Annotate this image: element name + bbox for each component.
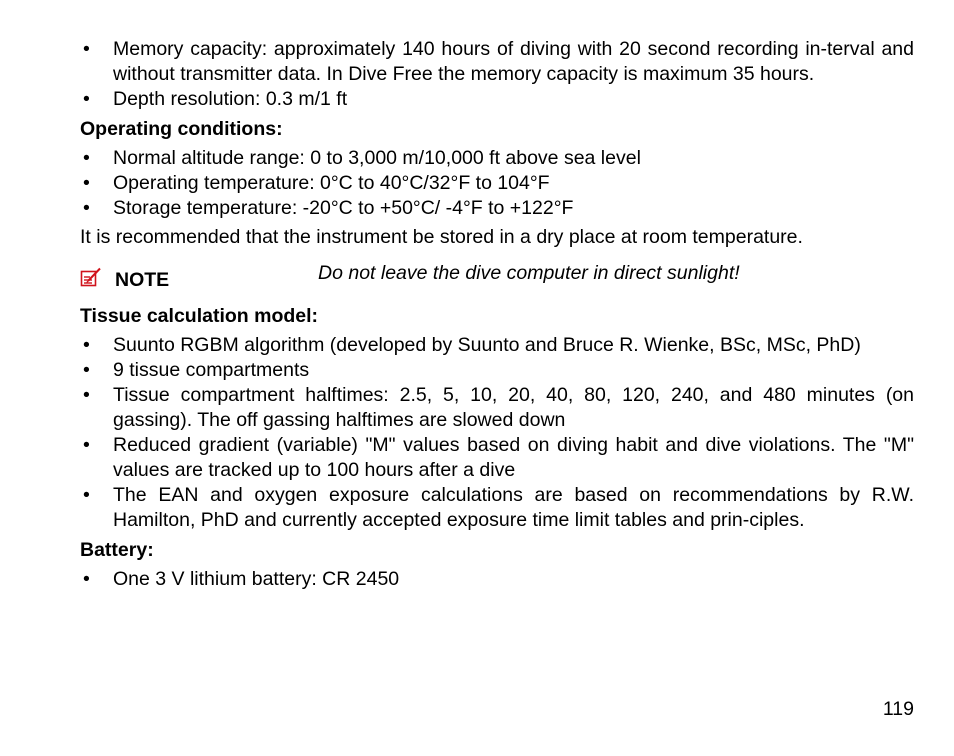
page-number: 119 — [882, 698, 914, 720]
tissue-model-list — [80, 333, 914, 533]
list-item: • Storage temperature: -20°C to +50°C/ -4°F to +122°F — [80, 196, 914, 221]
operating-conditions-list — [80, 146, 914, 221]
list-item: • Normal altitude range: 0 to 3,000 m/10,000 ft above sea level — [80, 146, 914, 171]
list-item: • Tissue compartment halftimes: 2.5, 5, 10, 20, 40, 80, 120, 240, and 480 minutes (on gassing). The off gassing halftimes are slowed down — [80, 383, 914, 433]
note-text: Do not leave the dive computer in direct sunlight! — [318, 262, 740, 284]
specs-list — [80, 37, 914, 112]
storage-recommendation: It is recommended that the instrument be stored in a dry place at room temperature. — [80, 226, 803, 248]
battery-list — [80, 567, 914, 592]
note-label: NOTE — [115, 269, 170, 291]
list-item: • Suunto RGBM algorithm (developed by Suunto and Bruce R. Wienke, BSc, MSc, PhD) — [80, 333, 914, 358]
tissue-model-heading: Tissue calculation model: — [80, 305, 319, 327]
note-pencil-icon — [80, 267, 102, 287]
note-box — [80, 258, 914, 296]
operating-conditions-heading: Operating conditions: — [80, 118, 283, 140]
document-page — [80, 37, 914, 592]
battery-heading: Battery: — [80, 539, 154, 561]
list-item: • The EAN and oxygen exposure calculations are based on recommendations by R.W. Hamilton, PhD and currently accepted exposure time limit tables and prin-ciples. — [80, 483, 914, 533]
list-item: • 9 tissue compartments — [80, 358, 914, 383]
list-item: • Reduced gradient (variable) "M" values based on diving habit and dive violations. The "M" values are tracked up to 100 hours after a dive — [80, 433, 914, 483]
list-item: • Memory capacity: approximately 140 hours of diving with 20 second recording in-terval and without transmitter data. In Dive Free the memory capacity is maximum 35 hours. — [80, 37, 914, 87]
list-item: • Depth resolution: 0.3 m/1 ft — [80, 87, 914, 112]
list-item: • Operating temperature: 0°C to 40°C/32°F to 104°F — [80, 171, 914, 196]
list-item: • One 3 V lithium battery: CR 2450 — [80, 567, 914, 592]
